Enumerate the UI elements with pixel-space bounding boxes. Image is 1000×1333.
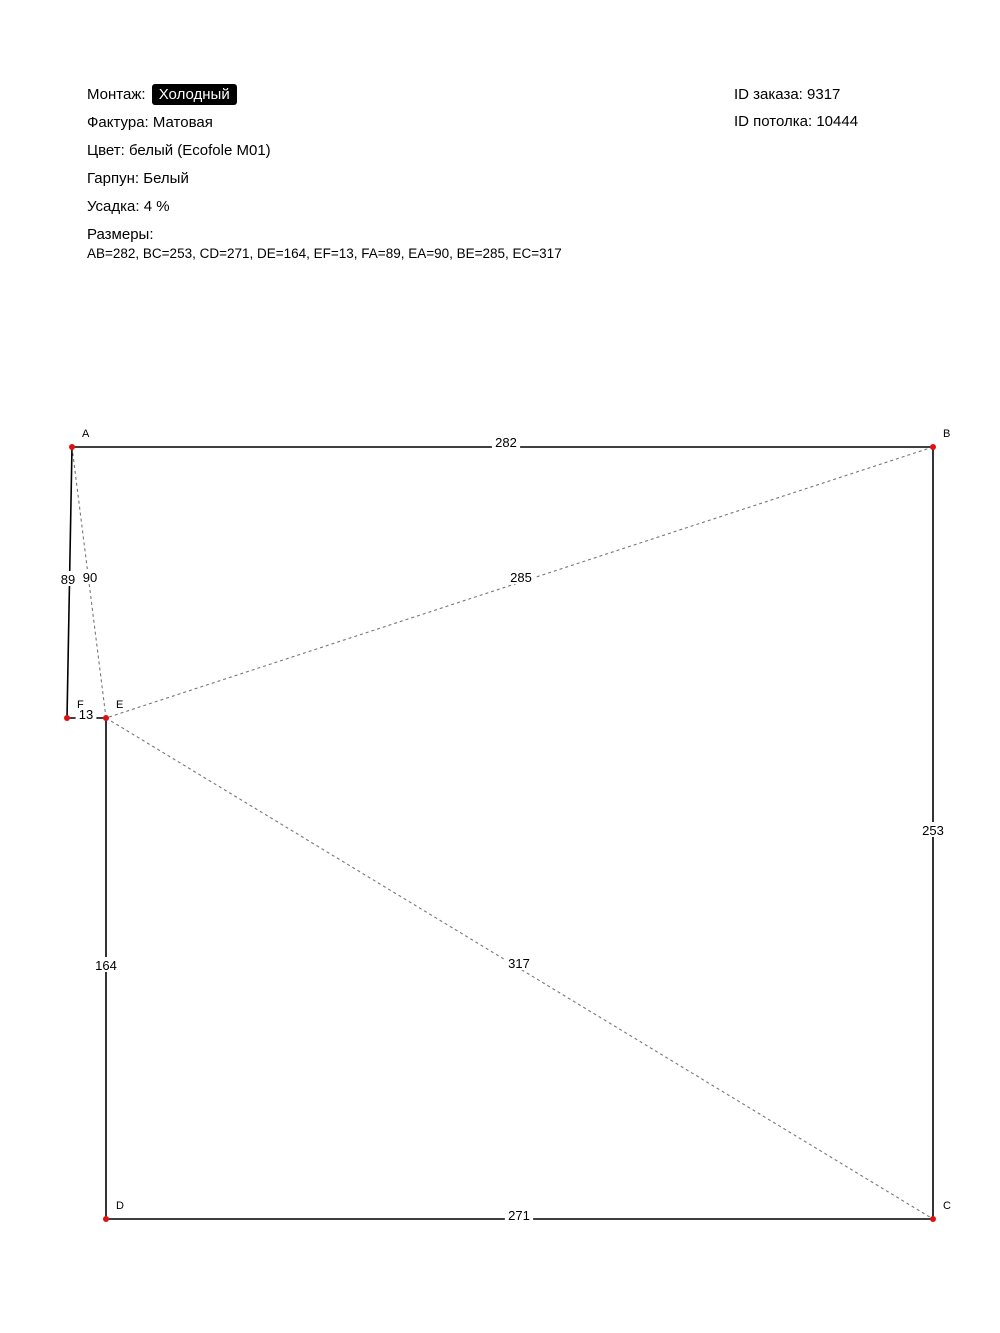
color-label: Цвет:: [87, 142, 125, 159]
edge-length-AB: 282: [495, 435, 517, 450]
vertex-D-point: [103, 1216, 109, 1222]
shrink-label: Усадка:: [87, 198, 140, 215]
ceiling-id-label: ID потолка:: [734, 113, 813, 130]
ceiling-id-value: 10444: [816, 113, 859, 130]
edge-length-BC: 253: [922, 823, 944, 838]
harpoon-label: Гарпун:: [87, 170, 140, 187]
edge-length-EC: 317: [508, 956, 530, 971]
vertex-B-label: B: [943, 428, 951, 440]
edge-length-EA: 90: [82, 570, 98, 585]
vertex-C-label: C: [943, 1200, 951, 1212]
dimensions-heading: Размеры:: [87, 226, 154, 243]
vertex-A-label: A: [82, 428, 90, 440]
texture-value: Матовая: [152, 114, 213, 131]
vertex-F-label: F: [77, 699, 84, 711]
edge-length-FA: 89: [60, 572, 76, 587]
vertex-F-point: [64, 715, 70, 721]
edge-length-DE: 164: [95, 958, 117, 973]
shrink-value: 4 %: [143, 198, 170, 215]
vertex-A-point: [69, 444, 75, 450]
color-value: белый (Ecofole M01): [128, 142, 271, 159]
harpoon-value: Белый: [143, 170, 189, 187]
vertex-E-label: E: [116, 699, 124, 711]
order-id-label: ID заказа:: [734, 86, 803, 103]
vertex-E-point: [103, 715, 109, 721]
montage-label: Монтаж:: [87, 86, 146, 103]
order-id-value: 9317: [807, 86, 841, 103]
texture-label: Фактура:: [87, 114, 149, 131]
edge-length-EF: 13: [78, 707, 94, 722]
vertex-D-label: D: [116, 1200, 124, 1212]
montage-badge: Холодный: [152, 84, 237, 105]
edge-length-BE: 285: [510, 570, 532, 585]
vertex-B-point: [930, 444, 936, 450]
vertex-C-point: [930, 1216, 936, 1222]
edge-length-CD: 271: [508, 1208, 530, 1223]
dimensions-list: AB=282, BC=253, CD=271, DE=164, EF=13, FA=89, EA=90, BE=285, EC=317: [87, 246, 562, 261]
